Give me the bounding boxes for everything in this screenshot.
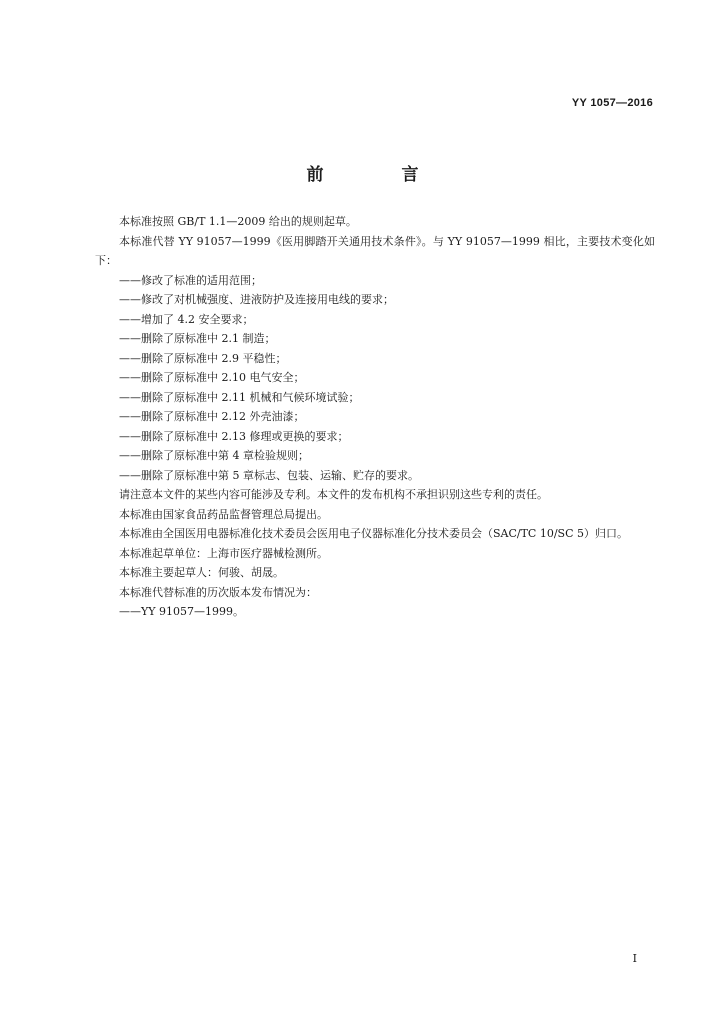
list-item: ——删除了原标准中第 4 章检验规则； (119, 449, 309, 462)
proposer-paragraph: 本标准由国家食品药品监督管理总局提出。 (119, 507, 328, 521)
drafting-unit-paragraph: 本标准起草单位：上海市医疗器械检测所。 (119, 546, 328, 560)
replacement-paragraph: 本标准代替 YY 91057—1999《医用脚踏开关通用技术条件》。与 YY 91057—1999 相比，主要技术变化如下： (95, 234, 655, 267)
list-item: ——删除了原标准中 2.11 机械和气候环境试验； (119, 390, 360, 404)
drafting-rule-paragraph: 本标准按照 GB/T 1.1—2009 给出的规则起草。 (119, 215, 357, 228)
drafters-paragraph: 本标准主要起草人：何骏、胡晟。 (119, 566, 284, 579)
list-item: ——删除了原标准中 2.12 外壳油漆； (119, 410, 305, 423)
list-item: ——删除了原标准中 2.10 电气安全； (119, 371, 305, 384)
page-title: 前 言 (306, 165, 455, 185)
history-item: ——YY 91057—1999。 (119, 605, 245, 618)
changes-list (95, 271, 655, 486)
page-number: I (632, 952, 637, 965)
list-item: ——增加了 4.2 安全要求； (119, 312, 254, 326)
list-item: ——删除了原标准中 2.9 平稳性； (119, 351, 287, 365)
list-item: ——修改了标准的适用范围； (119, 273, 262, 287)
list-item: ——删除了原标准中 2.13 修理或更换的要求； (119, 429, 349, 443)
list-item: ——删除了原标准中 2.1 制造； (119, 332, 276, 345)
list-item: ——修改了对机械强度、进液防护及连接用电线的要求； (119, 293, 394, 306)
standard-code: YY 1057—2016 (571, 97, 653, 109)
patent-notice: 请注意本文件的某些内容可能涉及专利。本文件的发布机构不承担识别这些专利的责任。 (119, 488, 548, 501)
history-intro-paragraph: 本标准代替标准的历次版本发布情况为： (119, 585, 317, 599)
centralized-paragraph: 本标准由全国医用电器标准化技术委员会医用电子仪器标准化分技术委员会（SAC/TC 10/SC 5）归口。 (119, 527, 628, 540)
document-body (95, 212, 655, 622)
list-item: ——删除了原标准中第 5 章标志、包装、运输、贮存的要求。 (119, 468, 419, 482)
